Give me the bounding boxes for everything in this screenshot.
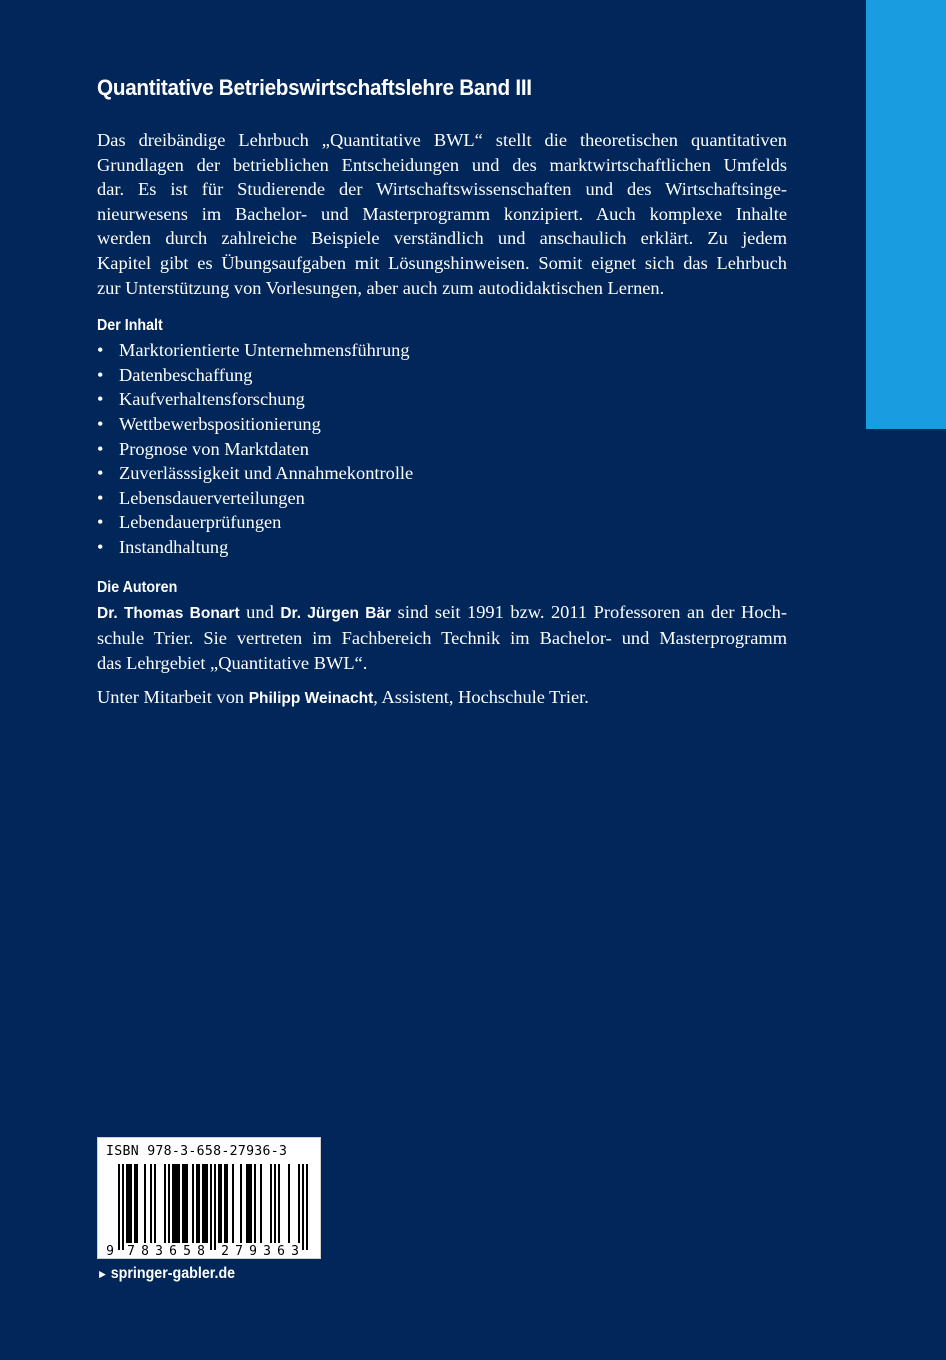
list-item-label: Instandhaltung [119, 536, 229, 557]
barcode-digit: 8 [141, 1244, 149, 1259]
barcode-bar [196, 1164, 198, 1243]
collaboration-prefix: Unter Mitarbeit von [97, 687, 249, 708]
list-item [97, 461, 787, 486]
barcode-bar [128, 1164, 130, 1243]
barcode-bar [150, 1164, 152, 1243]
list-item [97, 535, 787, 560]
list-item-label: Lebendauerprüfungen [119, 512, 282, 533]
description-line: werden durch zahlreiche Beispiele verständlich und anschaulich erklärt. Zu jedem [97, 228, 787, 249]
barcode-bar [302, 1164, 304, 1250]
barcode-bar [298, 1164, 300, 1243]
bullet-icon: • [97, 463, 104, 484]
barcode-bar [126, 1164, 128, 1243]
collaboration-text [97, 685, 787, 712]
list-item-label: Lebensdauerverteilungen [119, 487, 305, 508]
book-title: Quantitative Betriebswirtschaftslehre Band III [97, 75, 532, 100]
authors-text [97, 600, 787, 676]
collaboration-line [97, 685, 787, 712]
description-line: Grundlagen der betrieblichen Entscheidungen und des marktwirtschaftlichen Umfelds [97, 154, 787, 175]
barcode-bar [306, 1164, 308, 1250]
isbn-label: ISBN 978-3-658-27936-3 [106, 1144, 288, 1159]
bullet-icon: • [97, 487, 104, 508]
barcode-bar [122, 1164, 124, 1250]
barcode-bar [134, 1164, 136, 1243]
authors-line [97, 600, 787, 627]
barcode-bar [184, 1164, 186, 1243]
barcode-bar [214, 1164, 216, 1250]
authors-text-rest: sind seit 1991 bzw. 2011 Professoren an der Hoch- [391, 601, 787, 622]
author-name: Dr. Jürgen Bär [280, 604, 392, 622]
list-item [97, 363, 787, 388]
website-url: springer-gabler.de [110, 1265, 236, 1282]
barcode-bar [254, 1164, 256, 1243]
barcode-digit: 7 [235, 1244, 243, 1259]
collaborator-name: Philipp Weinacht [248, 690, 374, 708]
barcode-bar [206, 1164, 208, 1243]
list-item-label: Prognose von Marktdaten [119, 438, 310, 459]
list-item-label: Kaufverhaltensforschung [119, 389, 305, 410]
barcode-bar [248, 1164, 250, 1243]
authors-line: schule Trier. Sie vertreten im Fachbereich Technik im Bachelor- und Masterprogramm [97, 628, 787, 649]
barcode-bar [192, 1164, 194, 1243]
barcode-bar [270, 1164, 272, 1243]
barcode-bar [274, 1164, 276, 1243]
barcode-digit: 7 [127, 1244, 135, 1259]
list-item [97, 437, 787, 462]
barcode-bar [240, 1164, 242, 1243]
description-line: nieurwesens im Bachelor- und Masterprogramm konzipiert. Auch komplexe Inhalte [97, 203, 787, 224]
isbn-barcode [97, 1137, 321, 1259]
contents-heading: Der Inhalt [97, 317, 163, 335]
list-item [97, 338, 787, 363]
description-line: zur Unterstützung von Vorlesungen, aber auch zum autodidaktischen Lernen. [97, 277, 665, 298]
authors-heading: Die Autoren [97, 578, 178, 596]
barcode-bar [210, 1164, 212, 1250]
barcode-bar [118, 1164, 120, 1250]
barcode-bar [154, 1164, 156, 1243]
barcode-bar [260, 1164, 262, 1243]
bullet-icon: • [97, 413, 104, 434]
back-cover-text [97, 72, 787, 712]
list-item-label: Datenbeschaffung [119, 364, 253, 385]
barcode-bar [182, 1164, 184, 1243]
barcode-bar [178, 1164, 180, 1243]
description [97, 128, 787, 300]
description-line: Das dreibändige Lehrbuch „Quantitative BWL“ stellt die theoretischen quantitativen [97, 130, 787, 150]
barcode-bar [172, 1164, 174, 1243]
barcode-digit: 3 [291, 1244, 299, 1259]
barcode-bar [144, 1164, 146, 1243]
list-item [97, 510, 787, 535]
barcode-digit: 9 [106, 1244, 114, 1259]
list-item [97, 412, 787, 437]
barcode-bar [174, 1164, 176, 1243]
barcode-bar [226, 1164, 228, 1243]
barcode-bar [130, 1164, 132, 1243]
barcode-bar [136, 1164, 138, 1243]
authors-connector: und [239, 601, 281, 622]
list-item-label: Wettbewerbspositionierung [119, 413, 321, 434]
author-name: Dr. Thomas Bonart [97, 604, 240, 622]
barcode-digit: 3 [155, 1244, 163, 1259]
bullet-icon: • [97, 389, 104, 410]
barcode-digit: 8 [197, 1244, 205, 1259]
list-item [97, 486, 787, 511]
barcode-bar [232, 1164, 234, 1243]
authors-line: das Lehrgebiet „Quantitative BWL“. [97, 652, 368, 673]
barcode-bar [202, 1164, 204, 1243]
list-item [97, 387, 787, 412]
barcode-bar [220, 1164, 222, 1243]
barcode-bar [204, 1164, 206, 1243]
barcode-bar [164, 1164, 166, 1243]
barcode-digit: 6 [169, 1244, 177, 1259]
accent-bar [866, 0, 946, 429]
barcode-digit: 5 [183, 1244, 191, 1259]
barcode-bar [224, 1164, 226, 1243]
list-item-label: Zuverlässsigkeit und Annahmekontrolle [119, 463, 414, 484]
barcode-bar [186, 1164, 188, 1243]
barcode-digit: 2 [221, 1244, 229, 1259]
barcode-bar [246, 1164, 248, 1243]
bullet-icon: • [97, 438, 104, 459]
barcode-bar [278, 1164, 280, 1243]
contents-list [97, 338, 787, 559]
barcode-digit: 6 [277, 1244, 285, 1259]
description-line: dar. Es ist für Studierende der Wirtschaftswissenschaften und des Wirtschaftsinge- [97, 179, 787, 200]
description-line: Kapitel gibt es Übungsaufgaben mit Lösungshinweisen. Somit eignet sich das Lehrbuch [97, 252, 787, 273]
bullet-icon: • [97, 364, 104, 385]
collaboration-suffix: , Assistent, Hochschule Trier. [373, 687, 589, 708]
bullet-icon: • [97, 536, 104, 557]
arrow-icon: ► [97, 1267, 108, 1281]
barcode-bar [288, 1164, 290, 1243]
bullet-icon: • [97, 340, 104, 361]
website-link[interactable] [97, 1265, 235, 1283]
barcode-bar [198, 1164, 200, 1243]
list-item-label: Marktorientierte Unternehmensführung [119, 340, 410, 361]
barcode-bar [168, 1164, 170, 1243]
barcode-bar [250, 1164, 252, 1243]
barcode-bar [218, 1164, 220, 1243]
barcode-digit: 3 [263, 1244, 271, 1259]
barcode-bar [176, 1164, 178, 1243]
bullet-icon: • [97, 512, 104, 533]
barcode-digit: 9 [249, 1244, 257, 1259]
